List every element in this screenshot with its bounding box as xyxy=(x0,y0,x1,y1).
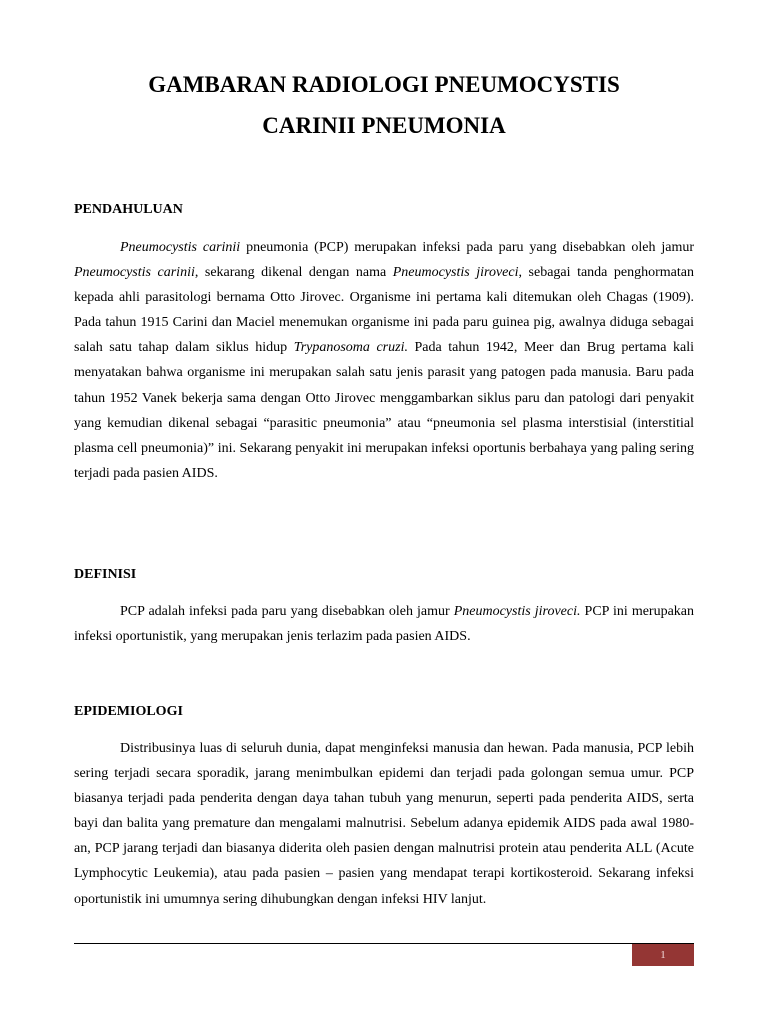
document-title xyxy=(74,64,694,146)
paragraph-definisi xyxy=(74,599,694,649)
italic-text-run: Pneumocystis jiroveci. xyxy=(453,604,581,619)
page-number-badge: 1 xyxy=(632,944,694,966)
title-line-1: GAMBARAN RADIOLOGI PNEUMOCYSTIS xyxy=(148,72,620,97)
text-run: PCP adalah infeksi pada paru yang disebabkan oleh jamur xyxy=(120,604,454,619)
text-run: pneumonia (PCP) merupakan infeksi pada paru yang disebabkan oleh jamur xyxy=(240,240,695,255)
italic-text-run: Pneumocystis carinii xyxy=(74,265,195,281)
italic-text-run: Pneumocystis carinii xyxy=(120,240,241,255)
footer-divider xyxy=(74,943,694,944)
text-run: Pada tahun 1942, Meer dan Brug pertama kali menyatakan bahwa organisme ini merupakan salah satu jenis parasit yang patogen pada manusia. Baru pada tahun 1952 Vanek bekerja sama dengan Otto Jirovec menggambarkan siklus paru dan patologi dari penyakit yang kemudian dikenal sebagai “parasitic pneumonia” atau “pneumonia sel plasma interstisial (interstitial plasma cell pneumonia)” ini. Sekarang penyakit ini merupakan infeksi oportunis berbahaya yang paling sering terjadi pada pasien AIDS. xyxy=(74,340,694,481)
title-line-2: CARINII PNEUMONIA xyxy=(262,113,506,138)
section-heading-definisi: DEFINISI xyxy=(74,567,137,582)
text-run: , sekarang dikenal dengan nama xyxy=(194,265,393,281)
text-run: Distribusinya luas di seluruh dunia, dapat menginfeksi manusia dan hewan. Pada manusia, PCP lebih sering terjadi secara sporadik, jarang menimbulkan epidemi dan terjadi pada golongan semua umur. PCP biasanya terjadi pada penderita dengan daya tahan tubuh yang menurun, seperti pada penderita AIDS, serta bayi dan balita yang premature dan mengalami malnutrisi. Sebelum adanya epidemik AIDS pada awal 1980-an, PCP jarang terjadi dan biasanya diderita oleh pasien dengan malnutrisi protein atau penderita ALL (Acute Lymphocytic Leukemia), atau pada pasien – pasien yang mendapat terapi kortikosteroid. Sekarang infeksi oportunistik ini umumnya sering dihubungkan dengan infeksi HIV lanjut. xyxy=(74,741,694,907)
italic-text-run: Trypanosoma cruzi. xyxy=(293,340,408,356)
paragraph-epidemiologi xyxy=(74,736,694,912)
text-run: , sebagai tanda penghormatan kepada ahli parasitologi bernama Otto Jirovec. Organisme ini pertama kali ditemukan oleh Chagas (1909). Pada tahun 1915 Carini dan Maciel menemukan organisme ini pada paru guinea pig, awalnya diduga sebagai salah satu tahap dalam siklus hidup xyxy=(74,265,695,356)
italic-text-run: Pneumocystis jiroveci xyxy=(392,265,519,281)
section-heading-pendahuluan: PENDAHULUAN xyxy=(74,202,183,217)
section-heading-epidemiologi: EPIDEMIOLOGI xyxy=(74,704,183,719)
text-run: PCP ini merupakan infeksi oportunistik, yang merupakan jenis terlazim pada pasien AIDS. xyxy=(74,604,695,645)
paragraph-pendahuluan xyxy=(74,235,694,486)
